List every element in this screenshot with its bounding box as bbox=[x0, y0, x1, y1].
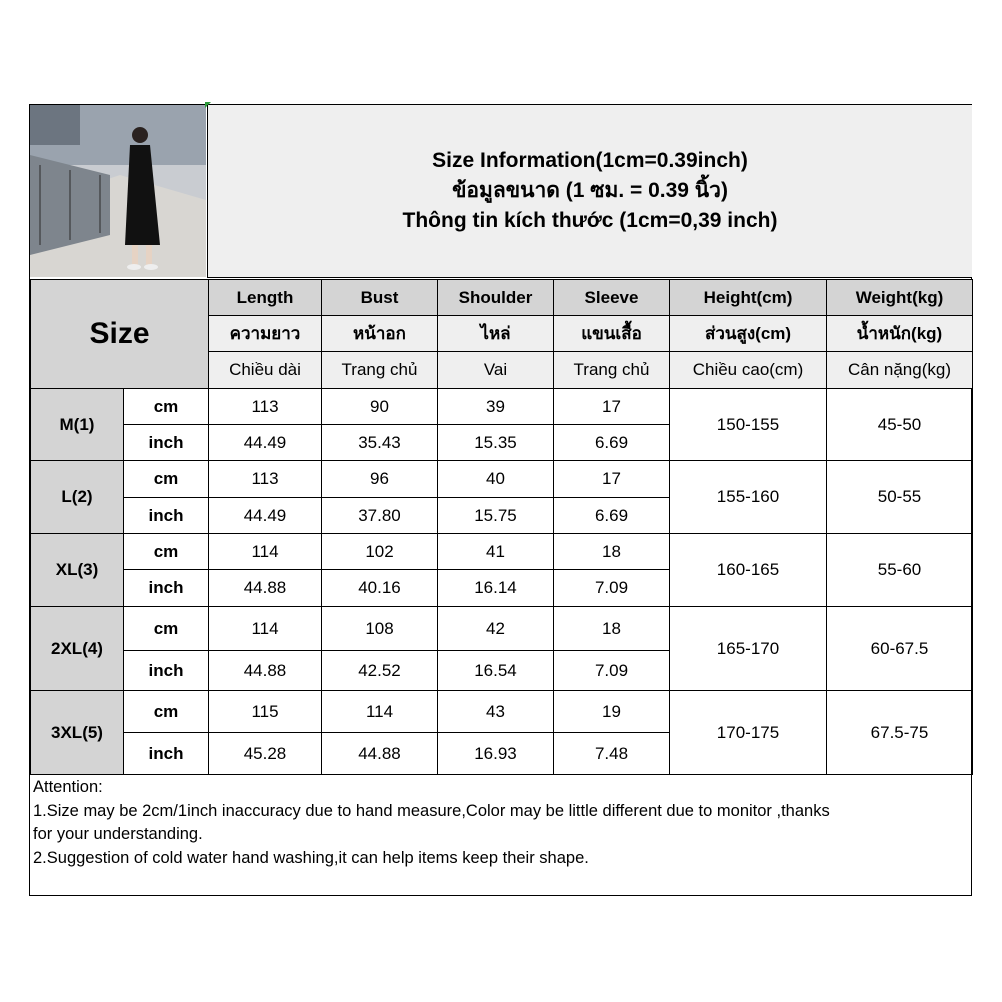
notes-title: Attention: bbox=[33, 778, 103, 796]
size-table bbox=[30, 279, 973, 775]
cell: 19 bbox=[554, 691, 670, 733]
unit-label: cm bbox=[124, 691, 209, 733]
unit-label: inch bbox=[124, 498, 209, 534]
cell: 114 bbox=[209, 607, 322, 651]
notes-line-1a: 1.Size may be 2cm/1inch inaccuracy due to hand measure,Color may be little different due to monitor ,thanks bbox=[33, 801, 830, 820]
cell: 114 bbox=[209, 534, 322, 570]
height-range: 155-160 bbox=[670, 461, 827, 534]
cell: 44.49 bbox=[209, 498, 322, 534]
notes-line-2: 2.Suggestion of cold water hand washing,it can help items keep their shape. bbox=[33, 848, 589, 867]
weight-range: 67.5-75 bbox=[827, 691, 973, 775]
cell: 108 bbox=[322, 607, 438, 651]
col-shoulder-th: ไหล่ bbox=[438, 316, 554, 352]
cell: 16.54 bbox=[438, 651, 554, 691]
cell: 18 bbox=[554, 534, 670, 570]
cell: 115 bbox=[209, 691, 322, 733]
cell: 15.75 bbox=[438, 498, 554, 534]
cell: 35.43 bbox=[322, 425, 438, 461]
cell: 7.09 bbox=[554, 651, 670, 691]
col-height-vi: Chiều cao(cm) bbox=[670, 352, 827, 389]
size-name: 3XL(5) bbox=[31, 691, 124, 775]
height-range: 150-155 bbox=[670, 389, 827, 461]
cell: 113 bbox=[209, 389, 322, 425]
header-title-en: Size Information(1cm=0.39inch) bbox=[432, 149, 748, 172]
cell: 39 bbox=[438, 389, 554, 425]
col-sleeve-en: Sleeve bbox=[554, 280, 670, 316]
col-sleeve-th: แขนเสื้อ bbox=[554, 316, 670, 352]
cell: 45.28 bbox=[209, 733, 322, 775]
cell: 6.69 bbox=[554, 425, 670, 461]
cell: 113 bbox=[209, 461, 322, 498]
header-title-vi: Thông tin kích thước (1cm=0,39 inch) bbox=[402, 209, 778, 232]
cell: 7.48 bbox=[554, 733, 670, 775]
cell: 42.52 bbox=[322, 651, 438, 691]
unit-label: inch bbox=[124, 570, 209, 607]
col-weight-vi: Cân nặng(kg) bbox=[827, 352, 973, 389]
cell: 16.93 bbox=[438, 733, 554, 775]
table-row bbox=[31, 691, 973, 733]
cell: 102 bbox=[322, 534, 438, 570]
size-header: Size bbox=[31, 280, 209, 389]
product-photo bbox=[30, 105, 206, 277]
weight-range: 55-60 bbox=[827, 534, 973, 607]
weight-range: 60-67.5 bbox=[827, 607, 973, 691]
cell: 18 bbox=[554, 607, 670, 651]
cell: 114 bbox=[322, 691, 438, 733]
cell: 6.69 bbox=[554, 498, 670, 534]
col-length-vi: Chiều dài bbox=[209, 352, 322, 389]
cell: 96 bbox=[322, 461, 438, 498]
col-shoulder-vi: Vai bbox=[438, 352, 554, 389]
cell: 44.88 bbox=[209, 651, 322, 691]
unit-label: cm bbox=[124, 461, 209, 498]
cell: 40.16 bbox=[322, 570, 438, 607]
table-row bbox=[31, 607, 973, 651]
cell: 17 bbox=[554, 389, 670, 425]
unit-label: inch bbox=[124, 733, 209, 775]
notes-line-1b: for your understanding. bbox=[33, 825, 203, 843]
attention-notes bbox=[33, 776, 963, 870]
unit-label: inch bbox=[124, 425, 209, 461]
cell: 15.35 bbox=[438, 425, 554, 461]
header-title-th: ข้อมูลขนาด (1 ซม. = 0.39 นิ้ว) bbox=[452, 179, 728, 202]
table-row bbox=[31, 461, 973, 498]
cell: 41 bbox=[438, 534, 554, 570]
unit-label: cm bbox=[124, 534, 209, 570]
col-height-en: Height(cm) bbox=[670, 280, 827, 316]
size-name: XL(3) bbox=[31, 534, 124, 607]
size-info-header bbox=[207, 105, 972, 278]
height-range: 170-175 bbox=[670, 691, 827, 775]
col-weight-en: Weight(kg) bbox=[827, 280, 973, 316]
cell: 17 bbox=[554, 461, 670, 498]
height-range: 160-165 bbox=[670, 534, 827, 607]
col-bust-en: Bust bbox=[322, 280, 438, 316]
table-row bbox=[31, 389, 973, 425]
size-name: L(2) bbox=[31, 461, 124, 534]
col-weight-th: น้ำหนัก(kg) bbox=[827, 316, 973, 352]
size-name: 2XL(4) bbox=[31, 607, 124, 691]
cell: 44.88 bbox=[209, 570, 322, 607]
unit-label: cm bbox=[124, 389, 209, 425]
unit-label: inch bbox=[124, 651, 209, 691]
cell: 7.09 bbox=[554, 570, 670, 607]
cell: 42 bbox=[438, 607, 554, 651]
cell: 44.88 bbox=[322, 733, 438, 775]
col-height-th: ส่วนสูง(cm) bbox=[670, 316, 827, 352]
col-length-en: Length bbox=[209, 280, 322, 316]
col-shoulder-en: Shoulder bbox=[438, 280, 554, 316]
col-sleeve-vi: Trang chủ bbox=[554, 352, 670, 389]
cell: 40 bbox=[438, 461, 554, 498]
weight-range: 45-50 bbox=[827, 389, 973, 461]
table-row bbox=[31, 534, 973, 570]
weight-range: 50-55 bbox=[827, 461, 973, 534]
unit-label: cm bbox=[124, 607, 209, 651]
cell: 43 bbox=[438, 691, 554, 733]
cell: 90 bbox=[322, 389, 438, 425]
col-length-th: ความยาว bbox=[209, 316, 322, 352]
height-range: 165-170 bbox=[670, 607, 827, 691]
cell: 44.49 bbox=[209, 425, 322, 461]
col-bust-th: หน้าอก bbox=[322, 316, 438, 352]
cell: 37.80 bbox=[322, 498, 438, 534]
col-bust-vi: Trang chủ bbox=[322, 352, 438, 389]
size-name: M(1) bbox=[31, 389, 124, 461]
cell: 16.14 bbox=[438, 570, 554, 607]
